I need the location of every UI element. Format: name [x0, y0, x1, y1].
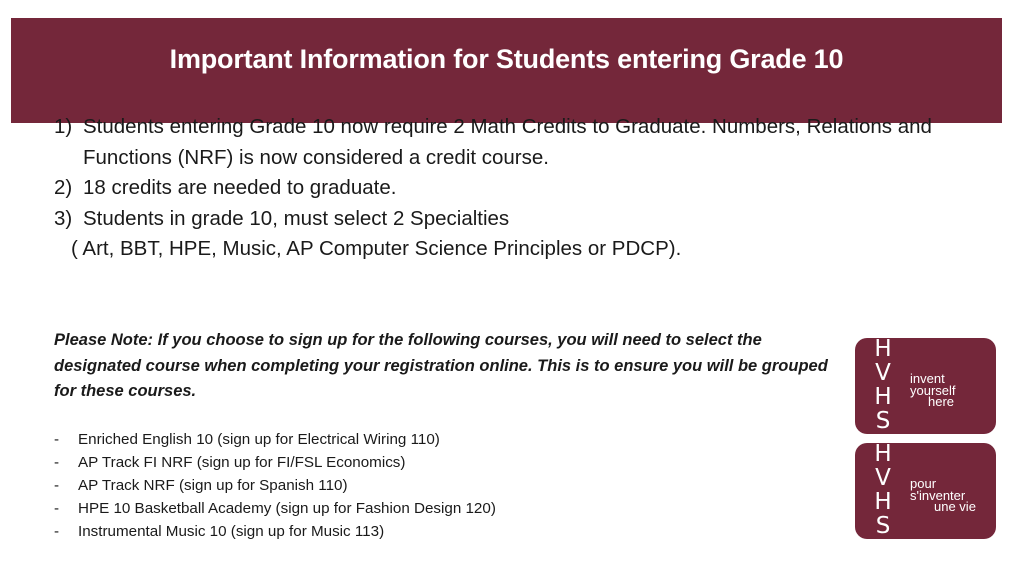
- list-number: 3): [54, 206, 73, 230]
- page-title: Important Information for Students entering Grade 10: [169, 44, 844, 74]
- list-item-text: Students entering Grade 10 now require 2 Math Credits to Graduate. Numbers, Relations and Functions (NRF) is now considered a credit course.: [83, 115, 932, 169]
- bullet-dash: -: [54, 523, 60, 540]
- course-text: AP Track NRF (sign up for Spanish 110): [78, 477, 348, 494]
- title-banner: [11, 18, 1002, 123]
- course-item: [54, 428, 834, 451]
- bullet-dash: -: [54, 454, 60, 471]
- logo-tagline: pour s'inventer une vie: [910, 476, 976, 514]
- hvhs-logo-french: [855, 443, 996, 539]
- requirements-list: [54, 112, 954, 265]
- course-item: [54, 474, 834, 497]
- course-item: [54, 520, 834, 543]
- specialties-note: ( Art, BBT, HPE, Music, AP Computer Science Principles or PDCP).: [71, 237, 682, 260]
- list-item-text: 18 credits are needed to graduate.: [83, 176, 397, 199]
- course-text: HPE 10 Basketball Academy (sign up for Fashion Design 120): [78, 500, 496, 517]
- bullet-dash: -: [54, 431, 60, 448]
- list-item-text: Students in grade 10, must select 2 Specialties: [83, 206, 510, 230]
- list-item: [54, 173, 954, 204]
- bullet-dash: -: [54, 500, 60, 517]
- course-item: [54, 497, 834, 520]
- please-note: Please Note: If you choose to sign up for the following courses, you will need to select the designated course when completing your registration online. This is to ensure you will be grouped for these courses.: [54, 331, 828, 400]
- list-item: [54, 112, 954, 173]
- logo-letters: H V H S: [874, 338, 892, 434]
- course-text: Instrumental Music 10 (sign up for Music 113): [78, 523, 385, 540]
- bullet-dash: -: [54, 477, 60, 494]
- list-item: [54, 204, 954, 235]
- list-number: 2): [54, 176, 73, 199]
- logo-letters: H V H S: [874, 443, 892, 539]
- course-text: AP Track FI NRF (sign up for FI/FSL Economics): [78, 454, 406, 471]
- list-number: 1): [54, 115, 73, 138]
- course-list: [54, 428, 834, 543]
- logo-tagline: invent yourself here: [910, 371, 956, 409]
- course-item: [54, 451, 834, 474]
- course-text: Enriched English 10 (sign up for Electrical Wiring 110): [78, 431, 440, 448]
- hvhs-logo-english: [855, 338, 996, 434]
